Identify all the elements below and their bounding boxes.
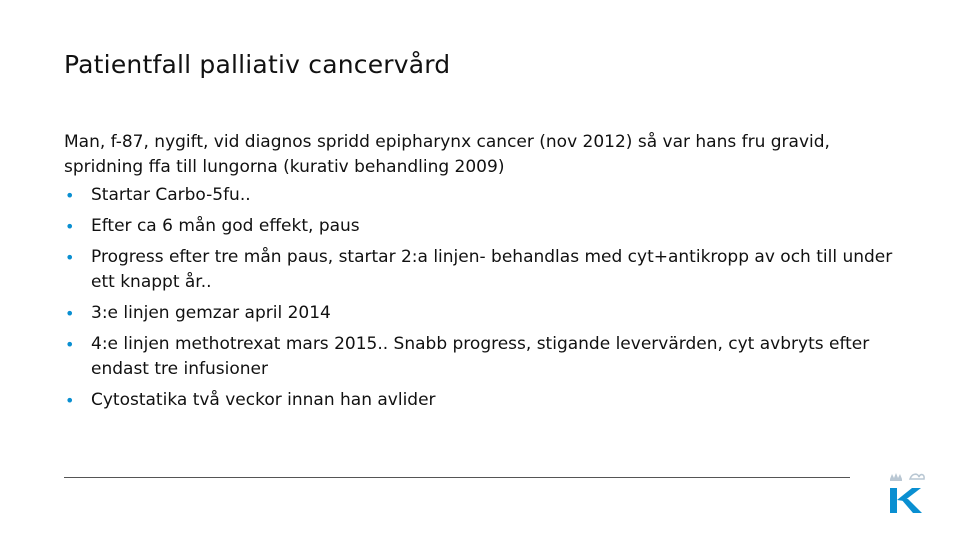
- list-item-text: Efter ca 6 mån god effekt, paus: [91, 216, 360, 236]
- list-item: [64, 214, 894, 239]
- list-item: [64, 332, 894, 382]
- crown-icon: [890, 473, 902, 481]
- case-intro: Man, f-87, nygift, vid diagnos spridd epipharynx cancer (nov 2012) så var hans fru gravid, spridning ffa till lungorna (kurativ behandling 2009): [64, 132, 830, 177]
- list-item-text: 4:e linjen methotrexat mars 2015.. Snabb progress, stigande levervärden, cyt avbryts efter endast tre infusioner: [91, 334, 870, 379]
- slide-body: [64, 130, 894, 419]
- list-item: [64, 388, 894, 413]
- list-item-text: 3:e linjen gemzar april 2014: [91, 303, 331, 323]
- karolinska-k-logo-icon: [884, 470, 928, 518]
- slide-title: Patientfall palliativ cancervård: [64, 50, 451, 79]
- footer-divider: [64, 477, 850, 478]
- bullet-icon: •: [65, 186, 75, 205]
- list-item: [64, 183, 894, 208]
- treatment-list: [64, 183, 894, 413]
- bullet-icon: •: [65, 391, 75, 410]
- k-letter-icon: [890, 488, 922, 513]
- bullet-icon: •: [65, 335, 75, 354]
- list-item-text: Startar Carbo-5fu..: [91, 185, 251, 205]
- list-item-text: Cytostatika två veckor innan han avlider: [91, 390, 436, 410]
- bullet-icon: •: [65, 248, 75, 267]
- list-item: [64, 245, 894, 295]
- crown-icon: [910, 474, 924, 479]
- list-item: [64, 301, 894, 326]
- list-item-text: Progress efter tre mån paus, startar 2:a linjen- behandlas med cyt+antikropp av och till under ett knappt år..: [91, 247, 893, 292]
- bullet-icon: •: [65, 217, 75, 236]
- bullet-icon: •: [65, 304, 75, 323]
